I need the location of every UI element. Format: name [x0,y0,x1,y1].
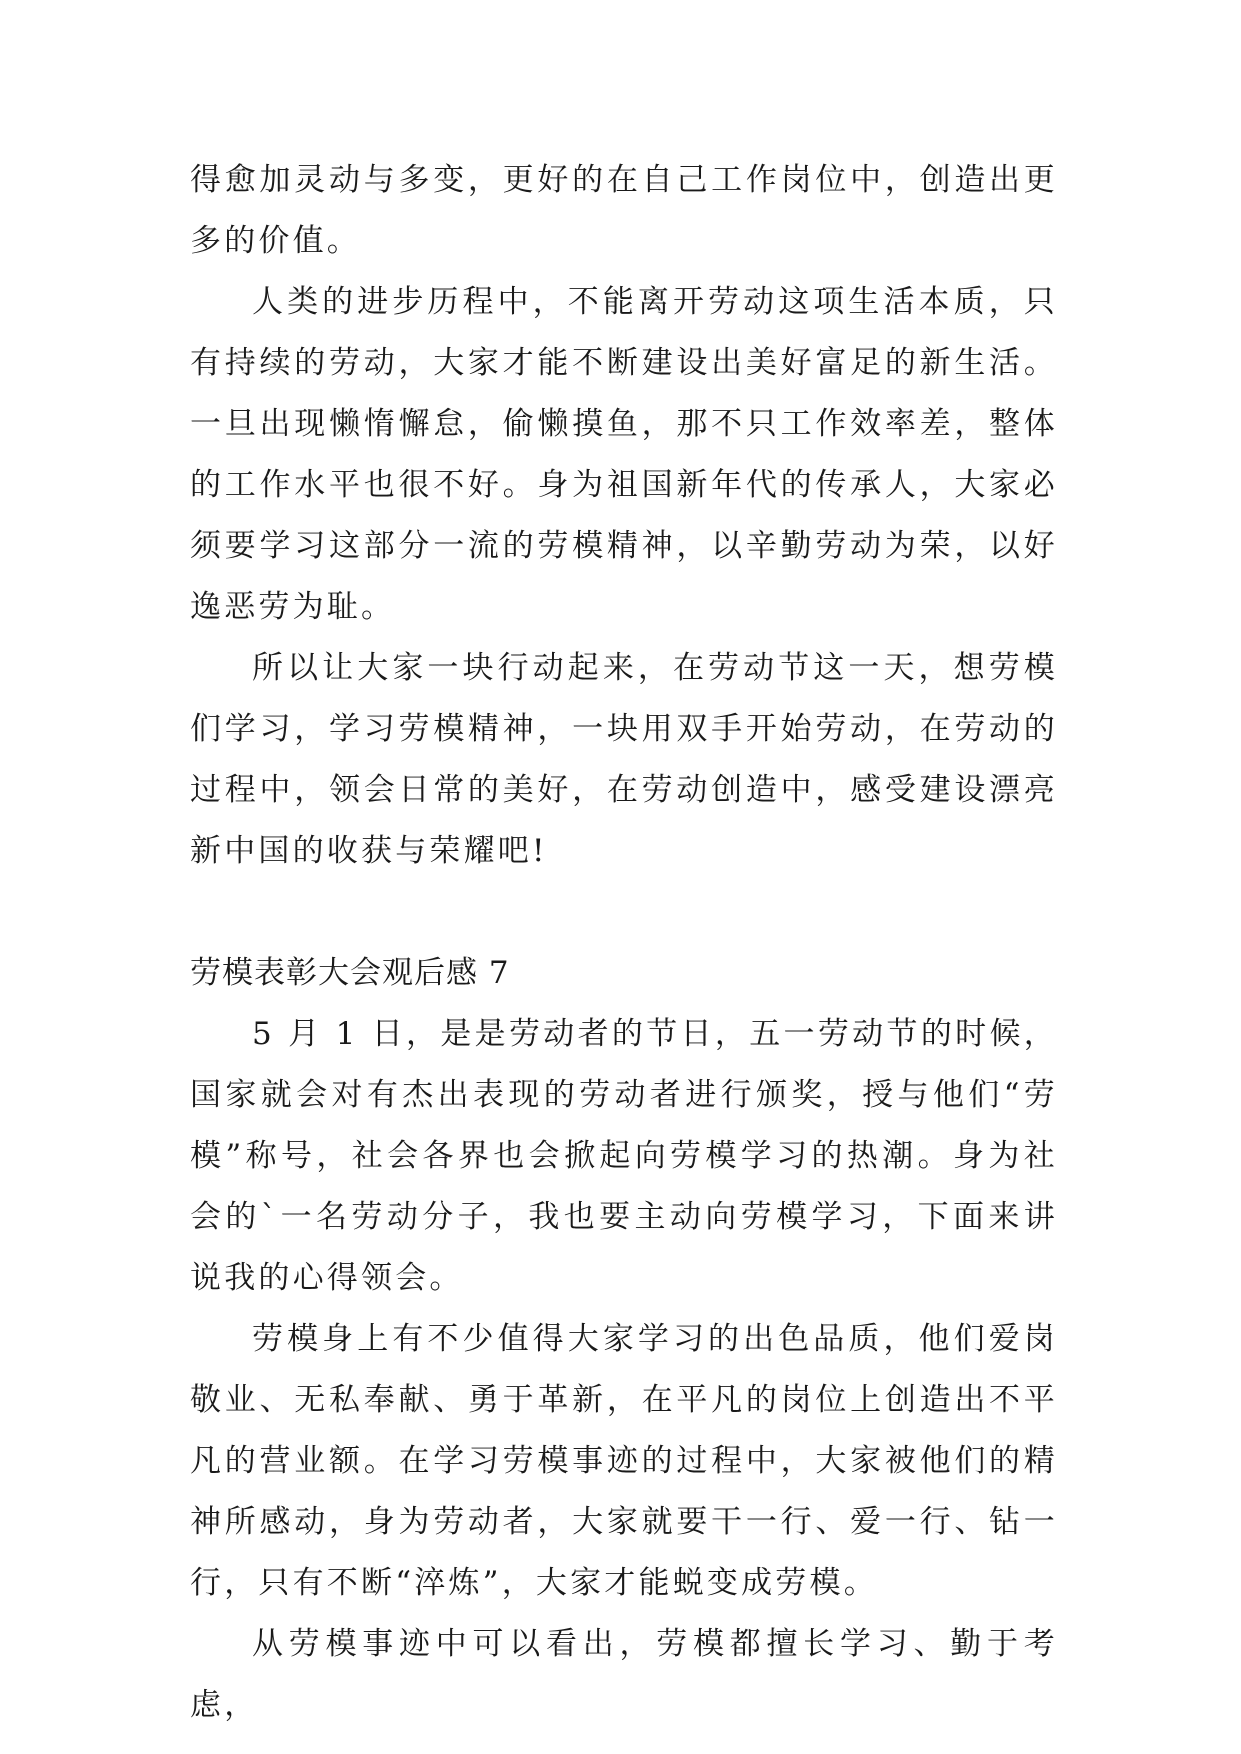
paragraph: 得愈加灵动与多变，更好的在自己工作岗位中，创造出更多的价值。 [190,162,1058,259]
body-text [190,150,1058,1736]
paragraph: 5 月 1 日，是是劳动者的节日，五一劳动节的时候，国家就会对有杰出表现的劳动者进行颁奖，授与他们“劳模”称号，社会各界也会掀起向劳模学习的热潮。身为社会的`一名劳动分子，我也要主动向劳模学习，下面来讲说我的心得领会。 [190,1016,1058,1296]
section-title: 劳模表彰大会观后感 7 [190,955,510,991]
paragraph: 从劳模事迹中可以看出，劳模都擅长学习、勤于考虑， [190,1626,1058,1723]
paragraph: 劳模身上有不少值得大家学习的出色品质，他们爱岗敬业、无私奉献、勇于革新，在平凡的岗位上创造出不平凡的营业额。在学习劳模事迹的过程中，大家被他们的精神所感动，身为劳动者，大家就要干一行、爱一行、钻一行，只有不断“淬炼”，大家才能蜕变成劳模。 [190,1321,1058,1601]
paragraph: 所以让大家一块行动起来，在劳动节这一天，想劳模们学习，学习劳模精神，一块用双手开始劳动，在劳动的过程中，领会日常的美好，在劳动创造中，感受建设漂亮新中国的收获与荣耀吧! [190,650,1058,869]
paragraph: 人类的进步历程中，不能离开劳动这项生活本质，只有持续的劳动，大家才能不断建设出美好富足的新生活。一旦出现懒惰懈怠，偷懒摸鱼，那不只工作效率差，整体的工作水平也很不好。身为祖国新年代的传承人，大家必须要学习这部分一流的劳模精神，以辛勤劳动为荣，以好逸恶劳为耻。 [190,284,1058,625]
